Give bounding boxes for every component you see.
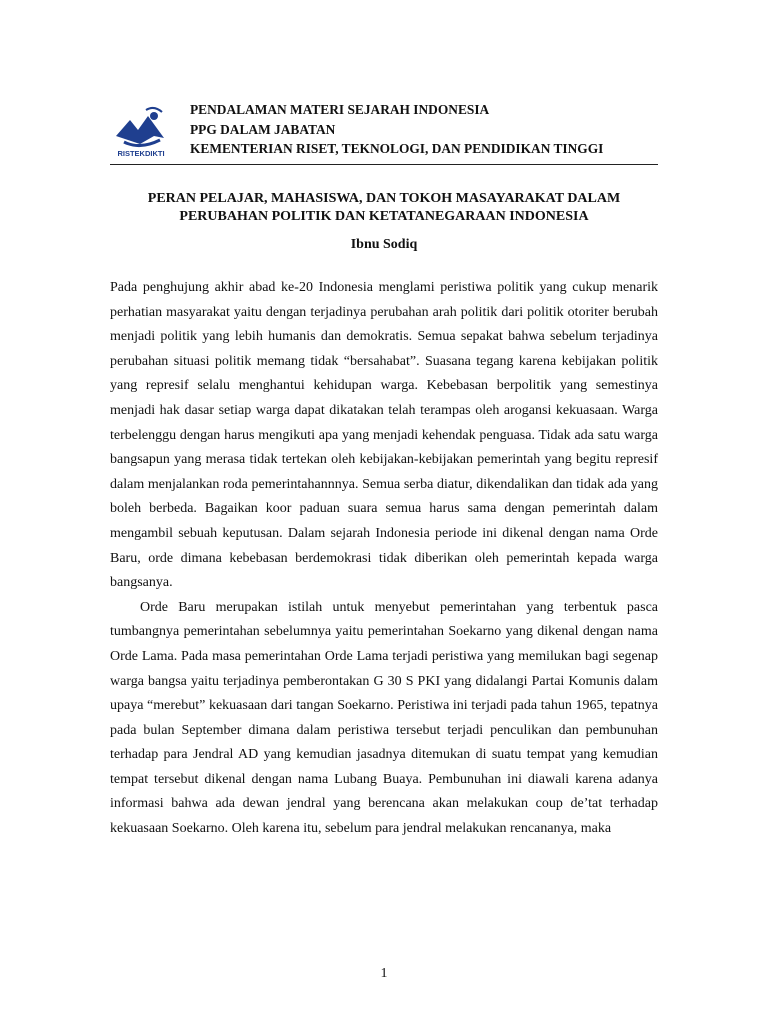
paragraph-2: Orde Baru merupakan istilah untuk menyebut pemerintahan yang terbentuk pasca tumbangnya pemerintahan sebelumnya yaitu pemerintahan Soekarno yang dikenal dengan nama Orde Lama. Pada masa pemerintahan Orde Lama terjadi peristiwa yang memilukan bagi segenap warga bangsa yaitu terjadinya pemberontakan G 30 S PKI yang didalangi Partai Komunis dalam upaya “merebut” kekuasaan dari tangan Soekarno. Peristiwa ini terjadi pada tahun 1965, tepatnya pada bulan September dimana dalam peristiwa tersebut terjadi penculikan dan pembunuhan terhadap para Jendral AD yang kemudian jasadnya ditemukan di suatu tempat yang kemudian tempat tersebut dikenal dengan nama Lubang Buaya. Pembunuhan ini diawali karena adanya informasi bahwa ada dewan jendral yang berencana akan melakukan coup de’tat terhadap kekuasaan Soekarno. Oleh karena itu, sebelum para jendral melakukan rencananya, maka — [110, 599, 658, 837]
title-line-1: PERAN PELAJAR, MAHASISWA, DAN TOKOH MASAYARAKAT DALAM — [147, 191, 621, 206]
title-line-2: PERUBAHAN POLITIK DAN KETATANEGARAAN INDONESIA — [179, 209, 589, 224]
logo-text: RISTEKDIKTI — [117, 149, 165, 158]
header-line-ministry: KEMENTERIAN RISET, TEKNOLOGI, DAN PENDIDIKAN TINGGI — [190, 141, 604, 156]
document-header — [110, 98, 658, 165]
document-title — [110, 190, 658, 226]
header-line-ppg: PPG DALAM JABATAN — [190, 121, 336, 137]
ristekdikti-logo — [110, 106, 172, 158]
author-name: Ibnu Sodiq — [350, 237, 418, 252]
page-number: 1 — [380, 966, 388, 981]
header-line-program: PENDALAMAN MATERI SEJARAH INDONESIA — [190, 102, 490, 117]
paragraph-1: Pada penghujung akhir abad ke-20 Indonesia menglami peristiwa politik yang cukup menarik perhatian masyarakat yaitu dengan terjadinya perubahan arah politik dari politik otoriter berubah menjadi politik yang lebih humanis dan demokratis. Semua sepakat bahwa sebelum terjadinya perubahan situasi politik memang tidak “bersahabat”. Suasana tegang karena kebijakan politik yang represif selalu menghantui kehidupan warga. Kebebasan berpolitik yang semestinya menjadi hak dasar setiap warga dapat dikatakan telah terampas oleh arogansi kekuasaan. Warga terbelenggu dengan harus mengikuti apa yang menjadi kehendak penguasa. Tidak ada satu warga bangsapun yang merasa tidak tertekan oleh kebijakan-kebijakan pemerintah yang begitu represif dalam menjalankan roda pemerintahannnya. Semua serba diatur, dikendalikan dan tidak ada yang boleh berbeda. Bagaikan koor paduan suara semua harus sama dengan pemerintah dalam mengambil sebuah keputusan. Dalam sejarah Indonesia periode ini dikenal dengan nama Orde Baru, orde dimana kebebasan berdemokrasi tidak diberikan oleh pemerintah kepada warga bangsanya. — [110, 280, 658, 591]
header-text — [190, 100, 603, 159]
body-text — [110, 276, 658, 842]
